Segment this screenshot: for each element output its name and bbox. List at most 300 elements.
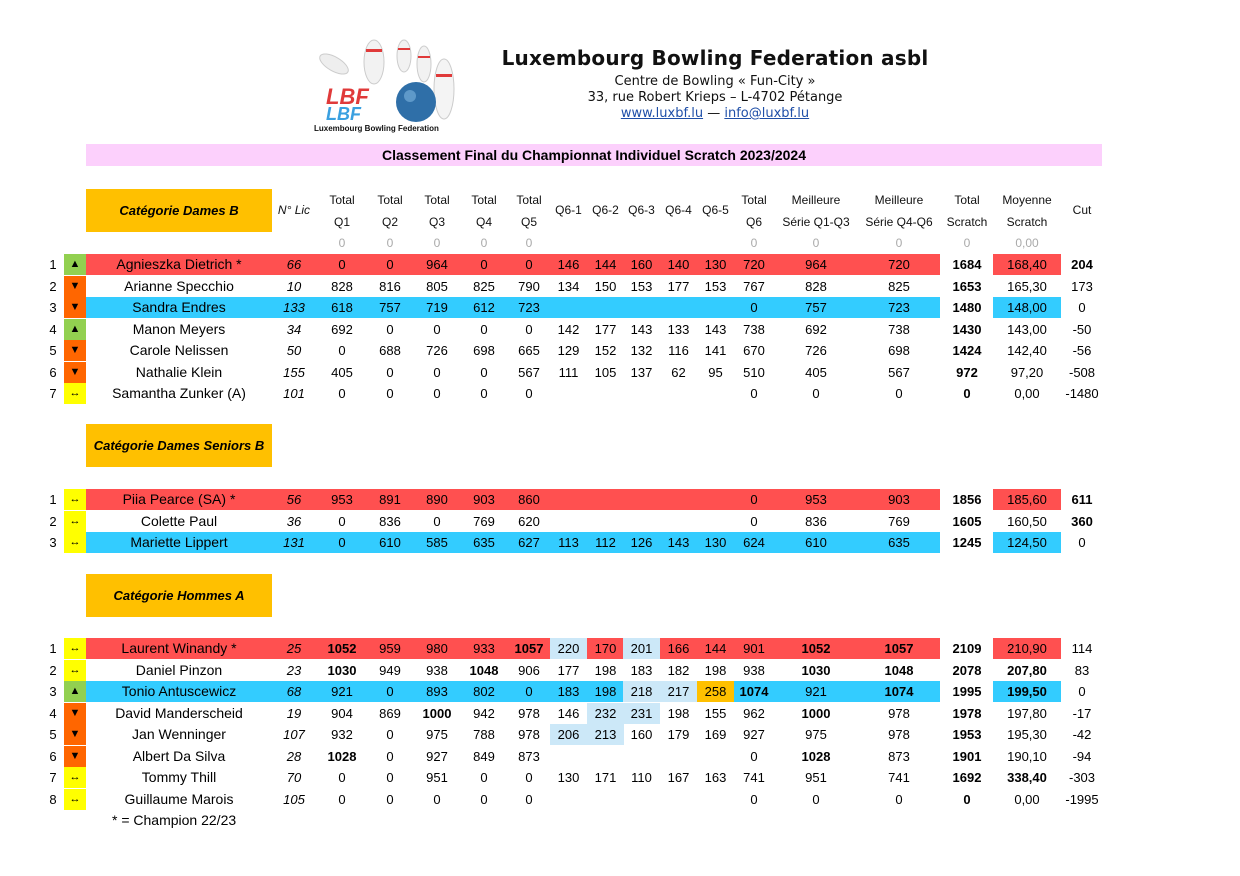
cell-best13: 1000 [801,705,831,721]
header-best-q4-q6: Meilleure Série Q4-Q6 [865,193,933,229]
trend-same-icon: ↔ [64,638,86,659]
rank-cell: 2 [49,278,57,294]
cell-g4: 140 [667,257,690,272]
cell-q3: 0 [433,364,441,380]
cell-g2: 144 [594,257,617,272]
cell-q6: 0 [750,513,758,529]
cell-q2: 816 [379,278,401,294]
cell-g2 [587,383,624,404]
cell-best46: 978 [888,727,910,742]
cell-q6: 938 [743,662,765,678]
cell-g1 [550,489,587,510]
placeholder-avg: 0,00 [1015,236,1039,250]
cell-g2: 112 [595,535,616,550]
cell-g5: 169 [704,727,727,742]
header-lic: N° Lic [277,203,311,217]
table-row [0,746,1240,767]
player-name: Samantha Zunker (A) [112,385,246,401]
cell-best13: 975 [805,727,827,742]
cell-best46: 567 [888,364,910,380]
cell-g3 [623,789,660,810]
cell-best46: 1074 [884,684,914,699]
cell-g3: 110 [631,770,652,785]
cell-g4: 167 [667,770,690,785]
cell-q3: 975 [426,727,448,742]
cell-g4: 143 [667,535,690,550]
cell-q3: 951 [426,770,448,785]
bowling-ball-icon [396,82,436,122]
licence-number: 70 [286,770,302,785]
federation-name: Luxembourg Bowling Federation asbl [501,46,929,70]
cell-g1: 206 [550,724,587,745]
cell-avg: 165,30 [1007,278,1047,294]
cell-best13: 836 [805,513,827,529]
header-q5: Total Q5 [516,193,542,229]
placeholder-total: 0 [963,236,971,250]
cell-q2: 0 [386,321,394,337]
cell-best13: 1052 [801,641,831,656]
cell-q3: 1000 [422,705,452,721]
player-name: Mariette Lippert [130,534,228,550]
placeholder-best46: 0 [895,236,903,250]
player-name: Agnieszka Dietrich * [116,256,242,272]
cell-q5: 790 [518,278,540,294]
cell-q6: 510 [743,364,765,380]
cell-g1: 142 [557,321,580,337]
cell-total: 1605 [952,513,982,529]
cell-q1: 921 [331,684,353,699]
cell-best46: 0 [895,791,903,807]
licence-number: 23 [286,662,302,678]
cell-g3 [623,511,660,532]
placeholder-q5: 0 [525,236,533,250]
cell-g1: 134 [557,278,580,294]
cell-best13: 1030 [801,662,831,678]
cell-avg: 160,50 [1007,513,1047,529]
player-name: Guillaume Marois [124,790,234,807]
player-name: Colette Paul [140,512,218,529]
cell-q4: 903 [473,492,495,507]
header-moyenne-scratch: Moyenne Scratch [1002,193,1052,229]
rank-cell: 3 [49,300,57,315]
cell-q2: 891 [379,492,401,507]
table-row [0,532,1240,553]
player-name: Nathalie Klein [135,363,223,380]
cell-q2: 0 [386,684,394,699]
cell-q6: 0 [750,791,758,807]
rank-cell: 3 [49,535,57,550]
rank-cell: 1 [49,257,57,272]
cell-q4: 942 [473,705,495,721]
cell-total: 1978 [952,705,982,721]
cell-q5: 978 [518,727,540,742]
cell-cut: -17 [1072,705,1092,721]
cell-g2: 198 [594,684,617,699]
player-name: Arianne Specchio [124,277,234,294]
licence-number: 101 [283,386,305,401]
licence-number: 66 [286,257,302,272]
cell-q5: 665 [518,343,540,358]
cell-best13: 953 [805,492,827,507]
cell-q1: 953 [331,492,353,507]
cell-q4: 802 [473,684,495,699]
cell-q2: 0 [386,791,394,807]
cell-best13: 828 [805,278,827,294]
cell-q5: 620 [518,513,540,529]
svg-text:LBF: LBF [326,84,369,109]
cell-q2: 0 [386,748,394,764]
cell-cut: -1995 [1065,791,1099,807]
cell-q1: 405 [331,364,353,380]
cell-total: 1995 [952,684,982,699]
licence-number: 10 [286,278,302,294]
cell-g4 [660,383,697,404]
cell-q5: 567 [518,364,540,380]
header-cut: Cut [1072,203,1092,217]
cell-total: 972 [956,364,978,380]
cell-q6: 0 [750,300,758,315]
licence-number: 155 [283,364,305,380]
cell-best46: 978 [888,705,910,721]
cell-q3: 0 [433,513,441,529]
cell-g1: 113 [558,535,579,550]
table-row [0,703,1240,724]
cell-q1: 0 [338,386,346,401]
cell-g1: 220 [550,638,587,659]
header-q6-5: Q6-5 [702,203,729,217]
cell-q2: 836 [379,513,401,529]
cell-g3 [623,489,660,510]
cell-q3: 585 [426,535,448,550]
cell-g5: 143 [704,321,727,337]
cell-avg: 185,60 [1007,492,1047,507]
cell-g2: 170 [594,641,617,656]
cell-q5: 1057 [514,641,544,656]
cell-q4: 769 [473,513,495,529]
cell-avg: 124,50 [1007,535,1047,550]
cell-best13: 1028 [801,748,831,764]
licence-number: 50 [286,343,302,358]
rank-cell: 5 [49,727,57,742]
cell-avg: 143,00 [1007,321,1047,337]
cell-g4: 166 [667,641,690,656]
cell-q2: 0 [386,770,394,785]
cell-q4: 0 [480,257,488,272]
trend-same-icon: ↔ [64,383,86,404]
cell-q6: 1074 [739,684,769,699]
cell-g5 [697,383,734,404]
cell-cut: -50 [1072,321,1092,337]
cell-g3 [623,297,660,318]
cell-g2: 171 [594,770,617,785]
cell-avg: 0,00 [1014,386,1040,401]
cell-g2 [587,746,624,767]
cell-g2: 105 [594,364,617,380]
cell-g1 [550,383,587,404]
cell-g1: 129 [557,343,580,358]
table-row [0,319,1240,340]
table-row [0,383,1240,404]
cell-q5: 723 [518,300,540,315]
trend-same-icon: ↔ [64,511,86,532]
rank-cell: 2 [49,513,57,529]
cell-g5 [697,746,734,767]
rank-cell: 6 [49,364,57,380]
cell-g1: 177 [557,662,580,678]
cell-q6: 720 [743,257,765,272]
cell-g1: 183 [557,684,580,699]
rank-cell: 7 [49,770,57,785]
cell-total: 1653 [952,278,982,294]
cell-best46: 903 [888,492,910,507]
cell-best46: 825 [888,278,910,294]
player-name: Jan Wenninger [132,726,226,742]
cell-best13: 757 [805,300,827,315]
table-row [0,297,1240,318]
cell-best46: 723 [888,300,910,315]
table-row [0,340,1240,361]
trend-down-icon: ▼ [64,724,86,745]
trend-up-icon: ▲ [64,254,86,275]
cell-g5: 130 [704,257,727,272]
header-q2: Total Q2 [377,193,403,229]
cell-q4: 0 [480,770,488,785]
cell-q6: 624 [743,535,765,550]
placeholder-q3: 0 [433,236,441,250]
header-total-scratch: Total Scratch [946,193,988,229]
cell-q5: 0 [525,321,533,337]
table-row [0,789,1240,810]
header-q6: Total Q6 [741,193,767,229]
cell-q6: 0 [750,492,758,507]
placeholder-q4: 0 [480,236,488,250]
cell-best13: 405 [805,364,827,380]
cell-avg: 190,10 [1007,748,1047,764]
cell-q4: 788 [473,727,495,742]
cell-g3 [623,746,660,767]
cell-q1: 0 [338,513,346,529]
cell-g4: 62 [671,364,686,380]
cell-avg: 199,50 [1007,684,1047,699]
cell-g2 [587,789,624,810]
cell-q1: 0 [338,257,346,272]
cell-q1: 1028 [327,748,357,764]
cell-q4: 635 [473,535,495,550]
player-name: Carole Nelissen [129,342,229,358]
placeholder-q6: 0 [750,236,758,250]
cell-q5: 873 [518,748,540,764]
trend-up-icon: ▲ [64,319,86,340]
cell-avg: 97,20 [1010,364,1044,380]
header-q6-1: Q6-1 [555,203,582,217]
category-label-dames-seniors-b: Catégorie Dames Seniors B [86,424,272,467]
contact-line [485,106,945,121]
cell-total: 2078 [952,662,982,678]
table-row [0,724,1240,745]
cell-cut: 0 [1078,300,1086,315]
cell-total: 1684 [952,257,982,272]
cell-best46: 741 [888,770,910,785]
cell-q6: 927 [743,727,765,742]
cell-q5: 0 [525,770,533,785]
table-row [0,511,1240,532]
licence-number: 25 [286,641,302,656]
federation-header [300,34,950,134]
rank-cell: 4 [49,705,57,721]
cell-g5: 258 [697,681,734,702]
table-row [0,638,1240,659]
cell-q4: 933 [473,641,495,656]
cell-q6: 738 [743,321,765,337]
cell-best46: 769 [888,513,910,529]
trend-same-icon: ↔ [64,789,86,810]
trend-up-icon: ▲ [64,681,86,702]
cell-q2: 959 [379,641,401,656]
cell-q5: 906 [518,662,540,678]
cell-g3: 132 [630,343,653,358]
cell-q1: 904 [331,705,353,721]
cell-best46: 738 [888,321,910,337]
cell-total: 0 [963,386,971,401]
cell-q6: 962 [743,705,765,721]
cell-avg: 210,90 [1007,641,1047,656]
licence-number: 68 [286,684,302,699]
cell-g5: 95 [708,364,723,380]
cell-best46: 1057 [884,641,914,656]
cell-g4 [660,789,697,810]
cell-q2: 0 [386,257,394,272]
cell-q1: 932 [331,727,353,742]
trend-down-icon: ▼ [64,340,86,361]
header-q1: Total Q1 [329,193,355,229]
cell-q3: 927 [426,748,448,764]
cell-q2: 610 [379,535,401,550]
header-q6-2: Q6-2 [592,203,619,217]
cell-cut: 611 [1071,492,1093,507]
cell-total: 1856 [952,492,982,507]
header-best-q1-q3: Meilleure Série Q1-Q3 [782,193,850,229]
cell-q4: 849 [473,748,495,764]
cell-q3: 726 [426,343,448,358]
player-name: Tonio Antuscewicz [121,683,237,699]
cell-g3: 160 [630,727,653,742]
trend-down-icon: ▼ [64,746,86,767]
cell-g3: 201 [623,638,660,659]
rank-cell: 8 [49,791,57,807]
category-label-hommes-a: Catégorie Hommes A [86,574,272,617]
website-link[interactable]: www.luxbf.lu [620,106,704,121]
cell-q3: 980 [426,641,448,656]
svg-text:Luxembourg Bowling Federation: Luxembourg Bowling Federation [314,124,439,133]
licence-number: 133 [283,300,305,315]
cell-total: 1424 [952,343,982,358]
cell-cut: -56 [1072,343,1092,358]
cell-q3: 964 [426,257,448,272]
cell-best13: 0 [812,386,820,401]
cell-q6: 901 [743,641,765,656]
cell-g3: 160 [630,257,653,272]
trend-down-icon: ▼ [64,276,86,297]
cell-g4 [660,746,697,767]
cell-best46: 635 [888,535,910,550]
cell-q1: 0 [338,791,346,807]
contact-separator: — [707,106,721,121]
cell-g1 [550,789,587,810]
cell-g3: 137 [630,364,653,380]
cell-q1: 692 [331,321,353,337]
cell-q3: 719 [426,300,448,315]
cell-g4 [660,511,697,532]
trend-same-icon: ↔ [64,489,86,510]
cell-g1 [550,297,587,318]
cell-g4 [660,297,697,318]
cell-avg: 195,30 [1007,727,1047,742]
licence-number: 105 [283,791,305,807]
cell-best46: 0 [895,386,903,401]
cell-g4: 179 [667,727,690,742]
cell-g4: 182 [667,662,690,678]
cell-best13: 921 [805,684,827,699]
cell-cut: 173 [1071,278,1093,294]
cell-q1: 0 [338,770,346,785]
cell-best13: 0 [812,791,820,807]
trend-down-icon: ▼ [64,362,86,383]
cell-g5 [697,511,734,532]
player-name: Laurent Winandy * [121,640,237,656]
cell-q3: 0 [433,386,441,401]
cell-g5 [697,489,734,510]
cell-g2 [587,297,624,318]
rank-cell: 5 [49,343,57,358]
cell-g5: 163 [704,770,727,785]
header-q6-3: Q6-3 [628,203,655,217]
cell-avg: 197,80 [1007,705,1047,721]
venue-name: Centre de Bowling « Fun-City » [614,74,816,89]
federation-logo [304,34,474,134]
category-label-dames-b: Catégorie Dames B [86,189,272,232]
cell-g3 [623,383,660,404]
cell-avg: 207,80 [1007,662,1047,678]
cell-q3: 938 [426,662,448,678]
cell-q5: 860 [518,492,540,507]
cell-cut: -42 [1072,727,1092,742]
rank-cell: 2 [49,662,57,678]
cell-g5: 155 [704,705,727,721]
rank-cell: 7 [49,386,57,401]
cell-q1: 0 [338,535,346,550]
cell-best46: 1048 [884,662,914,678]
email-link[interactable]: info@luxbf.lu [724,106,810,121]
cell-q2: 0 [386,386,394,401]
cell-g5: 144 [704,641,727,656]
cell-cut: 360 [1071,513,1093,529]
cell-g2: 150 [594,278,617,294]
trend-down-icon: ▼ [64,703,86,724]
cell-q4: 0 [480,364,488,380]
rank-cell: 1 [49,492,57,507]
cell-g2: 232 [587,703,624,724]
cell-best46: 873 [888,748,910,764]
player-name: Manon Meyers [132,320,226,337]
placeholder-q1: 0 [338,236,346,250]
cell-q1: 828 [331,278,353,294]
cell-q4: 0 [480,791,488,807]
cell-q5: 0 [525,257,533,272]
cell-g5: 130 [704,535,727,550]
cell-q4: 1048 [469,662,499,678]
cell-best46: 698 [888,343,910,358]
cell-cut: 83 [1074,662,1090,678]
